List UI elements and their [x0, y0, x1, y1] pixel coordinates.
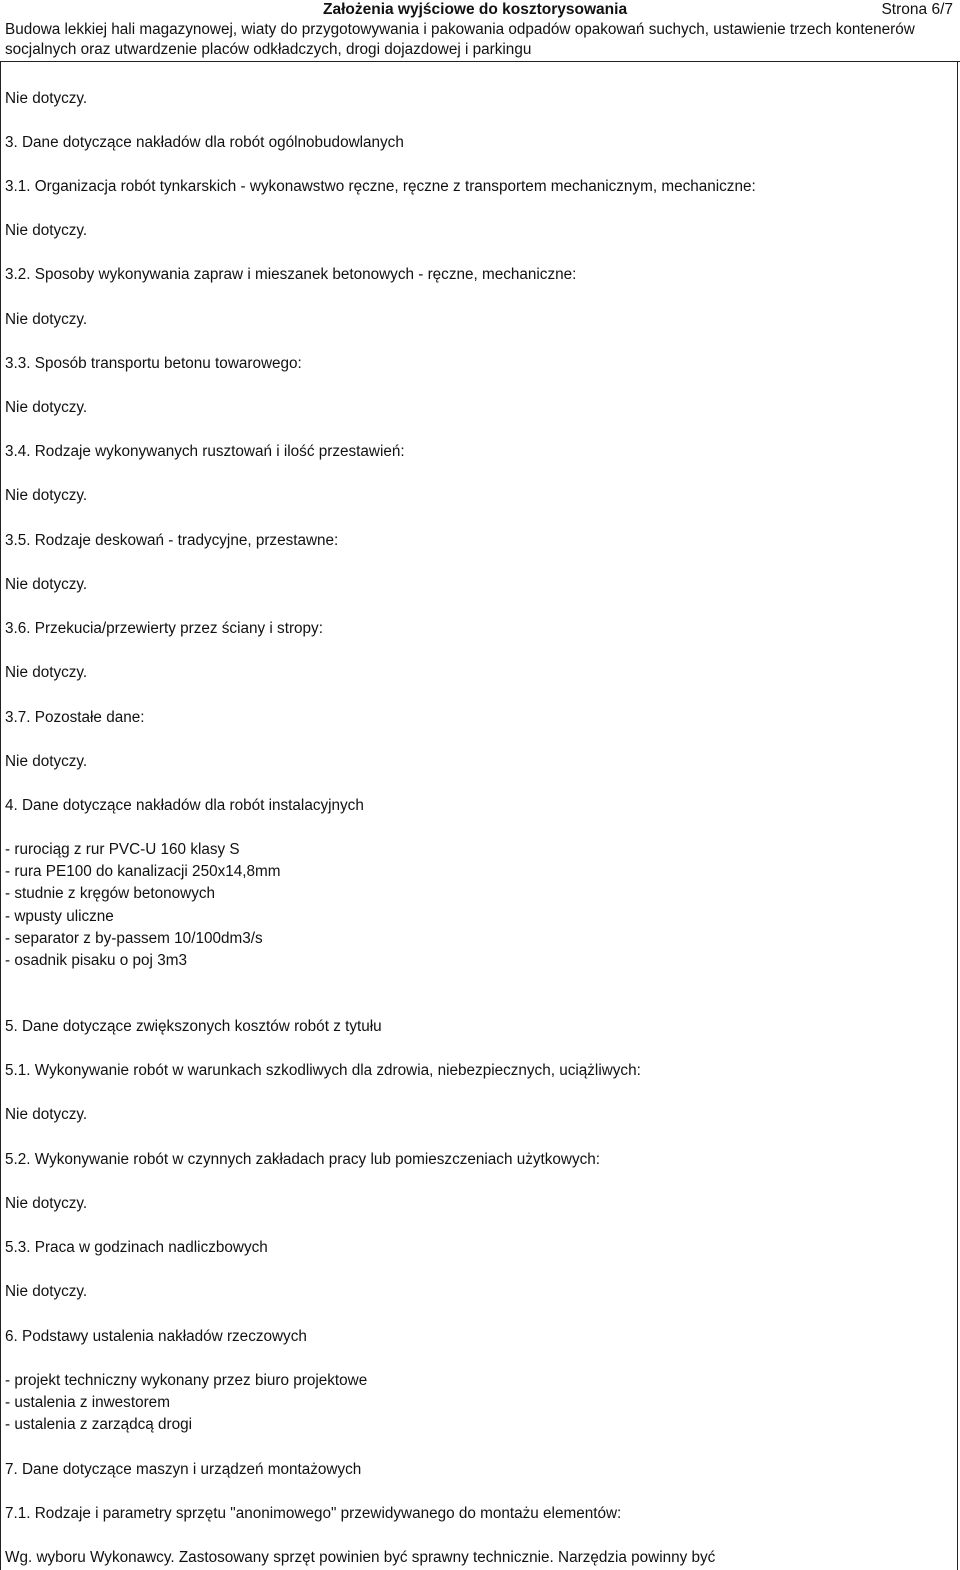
section-3-7-text: Nie dotyczy. [5, 753, 88, 770]
section-3-3-heading: 3.3. Sposób transportu betonu towarowego: [5, 355, 302, 372]
note-not-applicable: Nie dotyczy. [5, 90, 88, 107]
list-item: - studnie z kręgów betonowych [5, 885, 216, 902]
list-item: - ustalenia z inwestorem [5, 1394, 170, 1411]
section-5-1-heading: 5.1. Wykonywanie robót w warunkach szkodliwych dla zdrowia, niebezpiecznych, uciążliwych: [5, 1062, 641, 1079]
section-5-heading: 5. Dane dotyczące zwiększonych kosztów robót z tytułu [5, 1018, 382, 1035]
section-3-5-heading: 3.5. Rodzaje deskowań - tradycyjne, przestawne: [5, 532, 339, 549]
list-item: - separator z by-passem 10/100dm3/s [5, 930, 263, 947]
list-item: - osadnik pisaku o poj 3m3 [5, 952, 187, 969]
section-5-2-heading: 5.2. Wykonywanie robót w czynnych zakładach pracy lub pomieszczeniach użytkowych: [5, 1151, 601, 1168]
section-3-5-text: Nie dotyczy. [5, 576, 88, 593]
section-5-3-heading: 5.3. Praca w godzinach nadliczbowych [5, 1239, 268, 1256]
document-title: Założenia wyjściowe do kosztorysowania [323, 1, 628, 18]
section-3-2-text: Nie dotyczy. [5, 311, 88, 328]
page-number: Strona 6/7 [881, 1, 953, 18]
list-item: - ustalenia z zarządcą drogi [5, 1416, 193, 1433]
section-5-2-text: Nie dotyczy. [5, 1195, 88, 1212]
section-3-2-heading: 3.2. Sposoby wykonywania zapraw i mieszanek betonowych - ręczne, mechaniczne: [5, 266, 577, 283]
list-item: - projekt techniczny wykonany przez biuro projektowe [5, 1372, 368, 1389]
section-7-1-heading: 7.1. Rodzaje i parametry sprzętu "anonimowego" przewidywanego do montażu elementów: [5, 1505, 622, 1522]
section-6-heading: 6. Podstawy ustalenia nakładów rzeczowych [5, 1328, 307, 1345]
list-item: - rurociąg z rur PVC-U 160 klasy S [5, 841, 240, 858]
section-7-1-text: Wg. wyboru Wykonawcy. Zastosowany sprzęt powinien być sprawny technicznie. Narzędzia powinny być [5, 1549, 716, 1566]
section-3-4-text: Nie dotyczy. [5, 487, 88, 504]
project-name: Budowa lekkiej hali magazynowej, wiaty do przygotowywania i pakowania odpadów opakowań suchych, ustawienie trzech kontenerów socjalnych oraz utwardzenie placów odkładczych, drogi dojazdowej i parkingu [5, 21, 915, 58]
page-header [0, 0, 960, 62]
section-3-heading: 3. Dane dotyczące nakładów dla robót ogólnobudowlanych [5, 134, 404, 151]
section-3-1-text: Nie dotyczy. [5, 222, 88, 239]
section-4-heading: 4. Dane dotyczące nakładów dla robót instalacyjnych [5, 797, 364, 814]
section-3-7-heading: 3.7. Pozostałe dane: [5, 709, 145, 726]
section-5-1-text: Nie dotyczy. [5, 1106, 88, 1123]
section-7-heading: 7. Dane dotyczące maszyn i urządzeń montażowych [5, 1461, 362, 1478]
section-3-1-heading: 3.1. Organizacja robót tynkarskich - wykonawstwo ręczne, ręczne z transportem mechanicznym, mechaniczne: [5, 178, 756, 195]
section-5-3-text: Nie dotyczy. [5, 1283, 88, 1300]
list-item: - wpusty uliczne [5, 908, 114, 925]
header-top-row [0, 0, 956, 20]
section-3-6-text: Nie dotyczy. [5, 664, 88, 681]
section-3-6-heading: 3.6. Przekucia/przewierty przez ściany i stropy: [5, 620, 323, 637]
section-3-3-text: Nie dotyczy. [5, 399, 88, 416]
list-item: - rura PE100 do kanalizacji 250x14,8mm [5, 863, 281, 880]
section-3-4-heading: 3.4. Rodzaje wykonywanych rusztowań i ilość przestawień: [5, 443, 405, 460]
